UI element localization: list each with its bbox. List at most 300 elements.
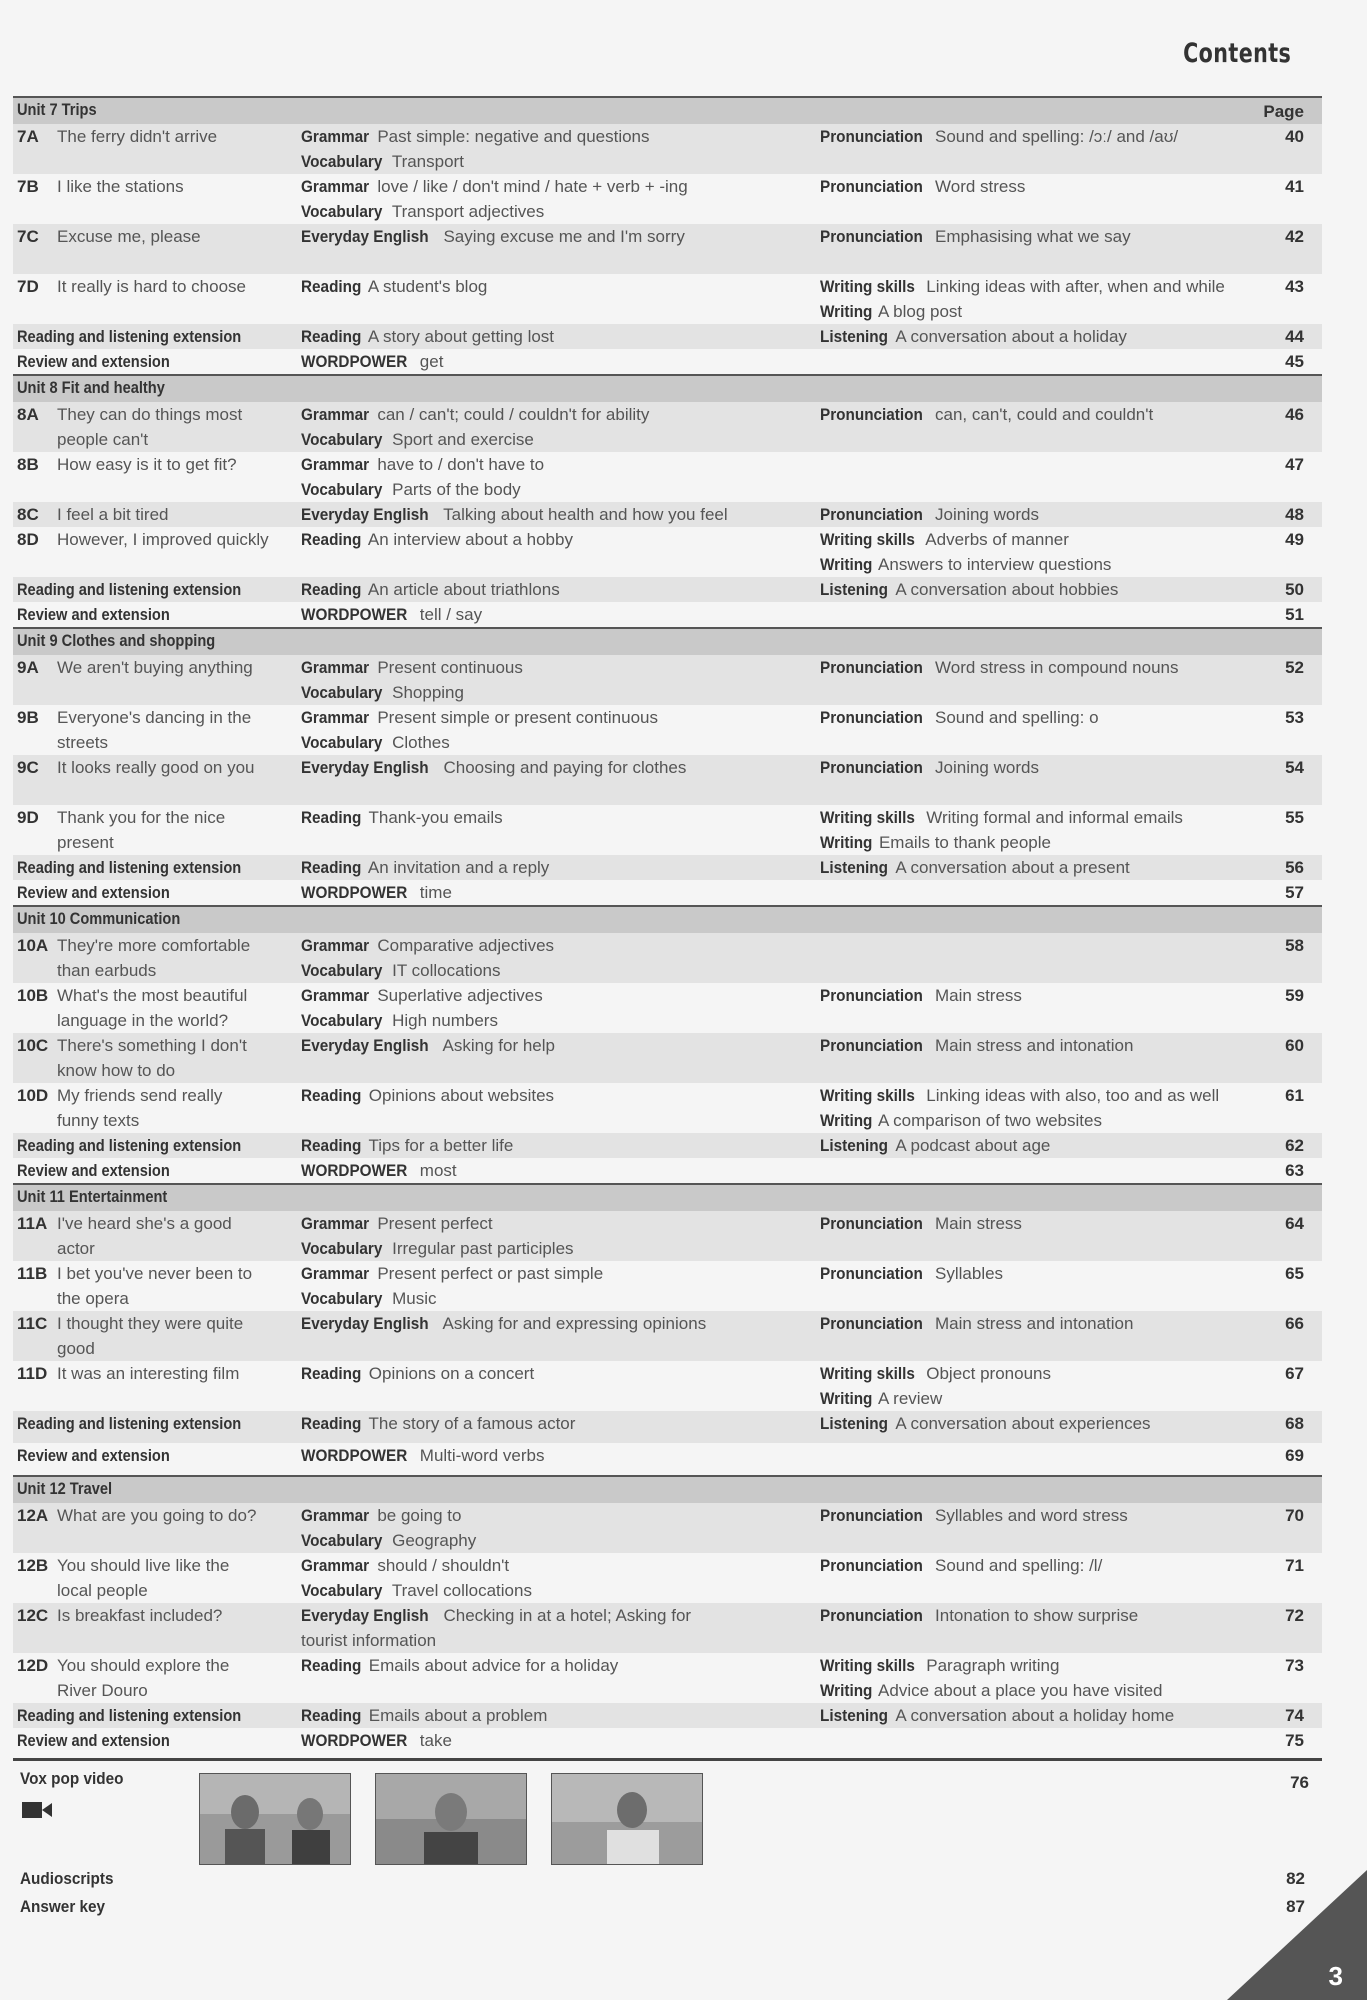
right-line — [820, 1311, 1290, 1336]
right-label: Listening — [820, 1706, 889, 1725]
page-number-cell: 52 — [1285, 658, 1304, 677]
lesson-row[interactable] — [13, 655, 1322, 705]
mid-text: Asking for help — [442, 1036, 555, 1055]
lesson-focus — [301, 1158, 811, 1183]
page-number-cell: 47 — [1285, 455, 1304, 474]
lesson-focus — [301, 855, 811, 880]
mid-text: High numbers — [392, 1011, 498, 1030]
right-label: Pronunciation — [820, 1214, 923, 1233]
lesson-focus — [301, 1653, 811, 1678]
mid-text: Present simple or present continuous — [377, 708, 658, 727]
right-line — [820, 855, 1290, 880]
unit-title: Unit 11 Entertainment — [17, 1187, 168, 1206]
lesson-row[interactable] — [13, 224, 1322, 274]
lesson-skills — [820, 1503, 1290, 1528]
right-text: A podcast about age — [895, 1136, 1051, 1155]
page-number-cell: 40 — [1285, 127, 1304, 146]
mid-line — [301, 602, 811, 627]
right-label: Pronunciation — [820, 227, 923, 246]
page-number-cell: 60 — [1285, 1036, 1304, 1055]
page-number-cell: 75 — [1285, 1731, 1304, 1750]
mid-line — [301, 1261, 811, 1286]
lesson-code: 11D — [17, 1364, 48, 1383]
mid-label: WORDPOWER — [301, 1446, 408, 1465]
lesson-row[interactable] — [13, 1083, 1322, 1133]
lesson-focus — [301, 655, 811, 705]
mid-line — [301, 1628, 811, 1653]
lesson-title — [57, 1211, 297, 1261]
extension-row[interactable] — [13, 1411, 1322, 1443]
lesson-title-line: I like the stations — [57, 177, 184, 196]
right-line — [820, 552, 1290, 577]
lesson-focus — [301, 1411, 811, 1436]
lesson-title — [57, 1261, 297, 1311]
right-text: Emphasising what we say — [935, 227, 1131, 246]
extension-row[interactable] — [13, 855, 1322, 880]
right-label: Pronunciation — [820, 1556, 923, 1575]
lesson-code: 11B — [17, 1264, 48, 1283]
page-number-cell: 71 — [1285, 1556, 1304, 1575]
page-number-cell: 57 — [1285, 883, 1304, 902]
lesson-skills — [820, 655, 1290, 680]
lesson-row[interactable] — [13, 1361, 1322, 1411]
mid-line — [301, 1008, 811, 1033]
lesson-row[interactable] — [13, 174, 1322, 224]
lesson-row[interactable] — [13, 1553, 1322, 1603]
mid-label: Grammar — [301, 936, 370, 955]
unit-title: Unit 10 Communication — [17, 909, 181, 928]
mid-text: The story of a famous actor — [368, 1414, 576, 1433]
lesson-title-line: streets — [57, 733, 109, 752]
right-text: Word stress — [935, 177, 1026, 196]
unit-header — [13, 374, 1322, 402]
mid-label: Reading — [301, 530, 362, 549]
lesson-row[interactable] — [13, 805, 1322, 855]
mid-line — [301, 755, 811, 780]
lesson-skills — [820, 174, 1290, 199]
lesson-row[interactable] — [13, 1653, 1322, 1703]
page-number-cell: 55 — [1285, 808, 1304, 827]
lesson-row[interactable] — [13, 502, 1322, 527]
mid-line — [301, 1236, 811, 1261]
mid-line — [301, 452, 811, 477]
lesson-focus — [301, 349, 811, 374]
mid-text: Thank-you emails — [368, 808, 503, 827]
right-label: Pronunciation — [820, 1264, 923, 1283]
right-text: Syllables and word stress — [935, 1506, 1128, 1525]
mid-label: Everyday English — [301, 1606, 429, 1625]
lesson-title-line: I've heard she's a good — [57, 1214, 232, 1233]
lesson-focus — [301, 755, 811, 780]
video-camera-icon — [21, 1799, 53, 1821]
mid-label: Reading — [301, 1136, 362, 1155]
extension-row[interactable] — [13, 349, 1322, 374]
extension-row[interactable] — [13, 324, 1322, 349]
mid-line — [301, 174, 811, 199]
unit-header — [13, 905, 1322, 933]
lesson-title-line: River Douro — [57, 1681, 148, 1700]
lesson-title — [57, 402, 297, 452]
lesson-title-line: people can't — [57, 430, 149, 449]
mid-line — [301, 705, 811, 730]
mid-text: Transport adjectives — [391, 202, 545, 221]
mid-text: Present perfect — [377, 1214, 493, 1233]
right-line — [820, 983, 1290, 1008]
unit-header — [13, 627, 1322, 655]
right-line — [820, 755, 1290, 780]
mid-label: Reading — [301, 1364, 362, 1383]
mid-text: Emails about a problem — [368, 1706, 548, 1725]
extension-title: Reading and listening extension — [17, 327, 242, 346]
page-number-cell: 53 — [1285, 708, 1304, 727]
lesson-title — [57, 502, 297, 527]
lesson-row[interactable] — [13, 755, 1322, 805]
page-number-cell: 45 — [1285, 352, 1304, 371]
right-line — [820, 830, 1290, 855]
page-number-cell: 56 — [1285, 858, 1304, 877]
lesson-row[interactable] — [13, 983, 1322, 1033]
extension-title: Review and extension — [17, 605, 170, 624]
right-line — [820, 1603, 1290, 1628]
page-number-cell: 49 — [1285, 530, 1304, 549]
mid-label: Vocabulary — [301, 733, 383, 752]
mid-line — [301, 1286, 811, 1311]
mid-text: Saying excuse me and I'm sorry — [443, 227, 685, 246]
page-number-cell: 43 — [1285, 277, 1304, 296]
mid-text: tell / say — [419, 605, 483, 624]
right-line — [820, 1083, 1290, 1108]
lesson-row[interactable] — [13, 1261, 1322, 1311]
mid-label: Vocabulary — [301, 480, 383, 499]
mid-text: most — [419, 1161, 457, 1180]
lesson-row[interactable] — [13, 527, 1322, 577]
lesson-row[interactable] — [13, 1033, 1322, 1083]
lesson-focus — [301, 1033, 811, 1058]
vox-pop-thumbnail[interactable] — [199, 1773, 351, 1865]
lesson-focus — [301, 502, 811, 527]
lesson-focus — [301, 1443, 811, 1468]
mid-label: Reading — [301, 858, 362, 877]
right-text: Main stress and intonation — [935, 1036, 1134, 1055]
lesson-row[interactable] — [13, 1211, 1322, 1261]
lesson-skills — [820, 1411, 1290, 1436]
right-text: A review — [878, 1389, 943, 1408]
mid-text: Talking about health and how you feel — [443, 505, 728, 524]
mid-line — [301, 958, 811, 983]
mid-line — [301, 224, 811, 249]
lesson-title — [57, 705, 297, 755]
mid-line — [301, 527, 811, 552]
lesson-skills — [820, 1361, 1290, 1411]
mid-text: take — [419, 1731, 452, 1750]
mid-label: Vocabulary — [301, 961, 383, 980]
right-text: Sound and spelling: /l/ — [935, 1556, 1103, 1575]
extension-row[interactable] — [13, 1703, 1322, 1728]
mid-text: Geography — [392, 1531, 477, 1550]
lesson-row[interactable] — [13, 1311, 1322, 1361]
lesson-title-line: The ferry didn't arrive — [57, 127, 218, 146]
unit-header — [13, 96, 1322, 124]
right-text: Linking ideas with also, too and as well — [926, 1086, 1220, 1105]
right-line — [820, 224, 1290, 249]
mid-label: Vocabulary — [301, 430, 383, 449]
mid-label: Reading — [301, 327, 362, 346]
lesson-skills — [820, 1653, 1290, 1703]
lesson-title-line: present — [57, 833, 114, 852]
mid-line — [301, 1653, 811, 1678]
mid-line — [301, 1703, 811, 1728]
page-number-cell: 48 — [1285, 505, 1304, 524]
lesson-row[interactable] — [13, 124, 1322, 174]
lesson-title-line: How easy is it to get fit? — [57, 455, 237, 474]
lesson-row[interactable] — [13, 1603, 1322, 1653]
lesson-focus — [301, 1503, 811, 1553]
vox-pop-thumbnail[interactable] — [375, 1773, 527, 1865]
mid-label: Everyday English — [301, 1314, 429, 1333]
mid-label: WORDPOWER — [301, 883, 408, 902]
mid-line — [301, 805, 811, 830]
lesson-title — [57, 655, 297, 680]
extension-row[interactable] — [13, 1728, 1322, 1753]
right-text: A conversation about experiences — [895, 1414, 1151, 1433]
mid-text: A student's blog — [367, 277, 488, 296]
page-number-cell: 66 — [1285, 1314, 1304, 1333]
lesson-skills — [820, 577, 1290, 602]
lesson-row[interactable] — [13, 402, 1322, 452]
mid-line — [301, 427, 811, 452]
mid-line — [301, 477, 811, 502]
unit-header — [13, 1475, 1322, 1503]
page-number-cell: 70 — [1285, 1506, 1304, 1525]
right-line — [820, 1033, 1290, 1058]
lesson-focus — [301, 577, 811, 602]
mid-line — [301, 1603, 811, 1628]
mid-text: An article about triathlons — [367, 580, 560, 599]
mid-line — [301, 1578, 811, 1603]
right-line — [820, 299, 1290, 324]
lesson-code: 8D — [17, 530, 39, 549]
mid-text: be going to — [377, 1506, 462, 1525]
lesson-title-line: You should live like the — [57, 1556, 230, 1575]
lesson-title-line: What's the most beautiful — [57, 986, 248, 1005]
lesson-focus — [301, 124, 811, 174]
mid-line — [301, 199, 811, 224]
lesson-code: 8B — [17, 455, 39, 474]
mid-line — [301, 680, 811, 705]
lesson-focus — [301, 274, 811, 299]
lesson-focus — [301, 1083, 811, 1108]
mid-label: Vocabulary — [301, 683, 383, 702]
mid-text: Opinions on a concert — [368, 1364, 535, 1383]
right-label: Pronunciation — [820, 1506, 923, 1525]
page-number-cell: 59 — [1285, 986, 1304, 1005]
right-label: Pronunciation — [820, 405, 923, 424]
right-text: Answers to interview questions — [878, 555, 1112, 574]
mid-text: Sport and exercise — [392, 430, 534, 449]
lesson-row[interactable] — [13, 452, 1322, 502]
mid-line — [301, 1528, 811, 1553]
vox-pop-thumbnail[interactable] — [551, 1773, 703, 1865]
right-line — [820, 174, 1290, 199]
lesson-focus — [301, 324, 811, 349]
lesson-code: 9C — [17, 758, 39, 777]
mid-text: Clothes — [392, 733, 450, 752]
extension-title: Reading and listening extension — [17, 1414, 242, 1433]
answer-key-row[interactable] — [20, 1897, 1305, 1917]
mid-label: Grammar — [301, 1556, 370, 1575]
page-number-cell: 64 — [1285, 1214, 1304, 1233]
mid-label: Grammar — [301, 986, 370, 1005]
mid-text: love / like / don't mind / hate + verb + -ing — [377, 177, 688, 196]
mid-text: Asking for and expressing opinions — [442, 1314, 707, 1333]
lesson-focus — [301, 1211, 811, 1261]
right-label: Writing skills — [820, 808, 915, 827]
extension-row[interactable] — [13, 602, 1322, 627]
lesson-focus — [301, 1311, 811, 1336]
mid-label: WORDPOWER — [301, 1161, 408, 1180]
right-line — [820, 1503, 1290, 1528]
mid-label: Grammar — [301, 405, 370, 424]
lesson-title-line: However, I improved quickly — [57, 530, 269, 549]
unit-header — [13, 1183, 1322, 1211]
lesson-skills — [820, 274, 1290, 324]
extension-title: Reading and listening extension — [17, 580, 242, 599]
lesson-skills — [820, 705, 1290, 730]
right-line — [820, 805, 1290, 830]
lesson-code: 7C — [17, 227, 39, 246]
lesson-focus — [301, 224, 811, 249]
extension-title: Reading and listening extension — [17, 1136, 242, 1155]
lesson-focus — [301, 1261, 811, 1311]
mid-text: Transport — [391, 152, 464, 171]
lesson-title — [57, 805, 297, 855]
lesson-title — [57, 1033, 297, 1083]
right-line — [820, 402, 1290, 427]
mid-line — [301, 274, 811, 299]
extension-title: Review and extension — [17, 352, 170, 371]
lesson-code: 10D — [17, 1086, 49, 1105]
mid-line — [301, 983, 811, 1008]
lesson-skills — [820, 1083, 1290, 1133]
mid-text: should / shouldn't — [377, 1556, 510, 1575]
lesson-code: 8A — [17, 405, 39, 424]
mid-label: Grammar — [301, 658, 370, 677]
lesson-skills — [820, 124, 1290, 149]
lesson-row[interactable] — [13, 274, 1322, 324]
mid-line — [301, 1553, 811, 1578]
mid-line — [301, 1083, 811, 1108]
right-line — [820, 124, 1290, 149]
page-number-cell: 42 — [1285, 227, 1304, 246]
extension-row[interactable] — [13, 1443, 1322, 1475]
mid-text: Present perfect or past simple — [377, 1264, 604, 1283]
lesson-title — [57, 1311, 297, 1361]
page-column-header: Page — [1263, 102, 1304, 121]
mid-text: Multi-word verbs — [419, 1446, 545, 1465]
lesson-focus — [301, 1133, 811, 1158]
lesson-title-line: There's something I don't — [57, 1036, 247, 1055]
mid-line — [301, 1311, 811, 1336]
right-text: Main stress — [935, 986, 1022, 1005]
lesson-code: 11A — [17, 1214, 48, 1233]
page-number-cell: 68 — [1285, 1414, 1304, 1433]
mid-line — [301, 1503, 811, 1528]
mid-line — [301, 1033, 811, 1058]
mid-label: Everyday English — [301, 227, 429, 246]
lesson-title-line: know how to do — [57, 1061, 176, 1080]
audioscripts-row[interactable] — [20, 1869, 1305, 1889]
lesson-code: 9A — [17, 658, 39, 677]
lesson-row[interactable] — [13, 705, 1322, 755]
extension-row[interactable] — [13, 577, 1322, 602]
lesson-title — [57, 274, 297, 299]
vox-pop-section — [13, 1758, 1322, 1792]
lesson-row[interactable] — [13, 933, 1322, 983]
lesson-title-line: I bet you've never been to — [57, 1264, 253, 1283]
right-text: Sound and spelling: /ɔː/ and /aʊ/ — [935, 127, 1179, 146]
mid-line — [301, 730, 811, 755]
lesson-title-line: good — [57, 1339, 95, 1358]
right-label: Writing — [820, 555, 873, 574]
right-label: Writing — [820, 1681, 873, 1700]
unit-title: Unit 8 Fit and healthy — [17, 378, 165, 397]
page-number-cell: 73 — [1285, 1656, 1304, 1675]
lesson-code: 12A — [17, 1506, 49, 1525]
lesson-skills — [820, 1311, 1290, 1336]
lesson-title — [57, 174, 297, 199]
extension-title: Reading and listening extension — [17, 1706, 242, 1725]
right-line — [820, 655, 1290, 680]
page-number-cell: 46 — [1285, 405, 1304, 424]
lesson-focus — [301, 452, 811, 502]
right-line — [820, 1653, 1290, 1678]
right-text: Writing formal and informal emails — [926, 808, 1183, 827]
mid-label: Grammar — [301, 455, 370, 474]
lesson-title-line: language in the world? — [57, 1011, 229, 1030]
right-line — [820, 324, 1290, 349]
page-number-cell: 54 — [1285, 758, 1304, 777]
lesson-focus — [301, 527, 811, 552]
right-label: Writing — [820, 1389, 873, 1408]
mid-text: Comparative adjectives — [377, 936, 555, 955]
right-line — [820, 274, 1290, 299]
right-label: Listening — [820, 327, 889, 346]
right-line — [820, 705, 1290, 730]
right-line — [820, 1678, 1290, 1703]
page-number-cell: 44 — [1285, 327, 1304, 346]
mid-line — [301, 1361, 811, 1386]
lesson-code: 12C — [17, 1606, 49, 1625]
extension-row[interactable] — [13, 1158, 1322, 1183]
lesson-row[interactable] — [13, 1503, 1322, 1553]
lesson-title-line: the opera — [57, 1289, 129, 1308]
lesson-title — [57, 1603, 297, 1628]
mid-text: Irregular past participles — [392, 1239, 574, 1258]
lesson-focus — [301, 402, 811, 452]
lesson-skills — [820, 1211, 1290, 1236]
lesson-title-line: I feel a bit tired — [57, 505, 169, 524]
mid-text: An invitation and a reply — [367, 858, 550, 877]
right-text: Emails to thank people — [878, 833, 1051, 852]
extension-row[interactable] — [13, 1133, 1322, 1158]
page-number-cell: 72 — [1285, 1606, 1304, 1625]
extension-row[interactable] — [13, 880, 1322, 905]
lesson-title — [57, 1653, 297, 1703]
right-text: Main stress and intonation — [935, 1314, 1134, 1333]
lesson-title — [57, 527, 297, 552]
lesson-code: 10C — [17, 1036, 49, 1055]
mid-line — [301, 577, 811, 602]
